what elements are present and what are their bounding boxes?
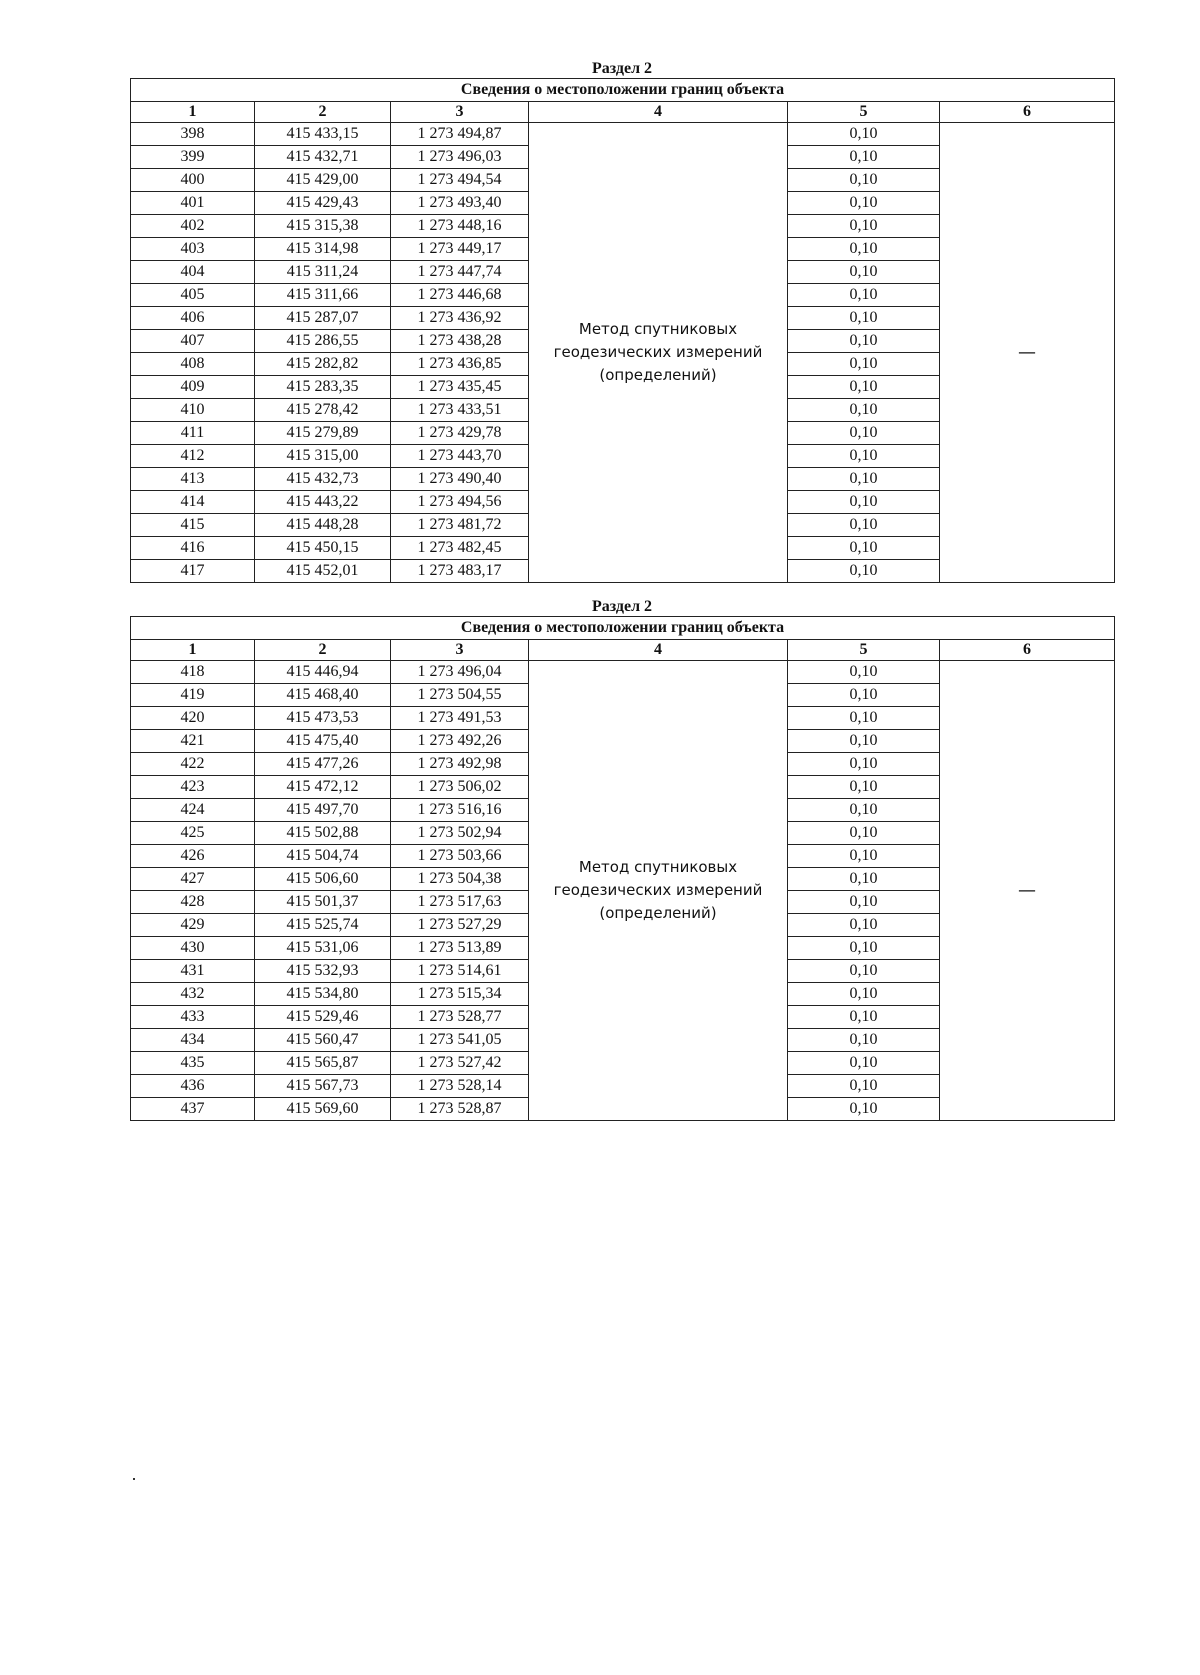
point-number-cell: 423	[131, 776, 255, 799]
point-number-cell: 406	[131, 307, 255, 330]
y-coordinate-cell: 1 273 429,78	[391, 422, 529, 445]
x-coordinate-cell: 415 525,74	[255, 914, 391, 937]
y-coordinate-cell: 1 273 527,29	[391, 914, 529, 937]
accuracy-cell: 0,10	[788, 376, 940, 399]
point-number-cell: 407	[131, 330, 255, 353]
accuracy-cell: 0,10	[788, 1006, 940, 1029]
x-coordinate-cell: 415 473,53	[255, 707, 391, 730]
x-coordinate-cell: 415 433,15	[255, 123, 391, 146]
method-cell	[529, 661, 788, 1121]
point-number-cell: 419	[131, 684, 255, 707]
point-number-cell: 434	[131, 1029, 255, 1052]
accuracy-cell: 0,10	[788, 730, 940, 753]
table-row	[131, 661, 1115, 684]
x-coordinate-cell: 415 314,98	[255, 238, 391, 261]
point-number-cell: 431	[131, 960, 255, 983]
method-line: Метод спутниковых	[578, 858, 738, 876]
method-line: (определений)	[599, 904, 717, 922]
accuracy-cell: 0,10	[788, 845, 940, 868]
y-coordinate-cell: 1 273 433,51	[391, 399, 529, 422]
method-cell	[529, 123, 788, 583]
x-coordinate-cell: 415 315,00	[255, 445, 391, 468]
accuracy-cell: 0,10	[788, 169, 940, 192]
point-number-cell: 428	[131, 891, 255, 914]
accuracy-cell: 0,10	[788, 868, 940, 891]
y-coordinate-cell: 1 273 447,74	[391, 261, 529, 284]
y-coordinate-cell: 1 273 436,92	[391, 307, 529, 330]
y-coordinate-cell: 1 273 494,87	[391, 123, 529, 146]
point-number-cell: 403	[131, 238, 255, 261]
accuracy-cell: 0,10	[788, 330, 940, 353]
point-number-cell: 413	[131, 468, 255, 491]
point-number-cell: 429	[131, 914, 255, 937]
point-number-cell: 414	[131, 491, 255, 514]
accuracy-cell: 0,10	[788, 822, 940, 845]
point-number-cell: 400	[131, 169, 255, 192]
y-coordinate-cell: 1 273 490,40	[391, 468, 529, 491]
y-coordinate-cell: 1 273 506,02	[391, 776, 529, 799]
scan-speck	[133, 1478, 135, 1480]
y-coordinate-cell: 1 273 517,63	[391, 891, 529, 914]
y-coordinate-cell: 1 273 514,61	[391, 960, 529, 983]
y-coordinate-cell: 1 273 435,45	[391, 376, 529, 399]
x-coordinate-cell: 415 432,71	[255, 146, 391, 169]
coordinates-table	[130, 616, 1115, 1121]
point-number-cell: 412	[131, 445, 255, 468]
accuracy-cell: 0,10	[788, 776, 940, 799]
column-header: 4	[529, 640, 788, 661]
point-number-cell: 410	[131, 399, 255, 422]
y-coordinate-cell: 1 273 448,16	[391, 215, 529, 238]
y-coordinate-cell: 1 273 513,89	[391, 937, 529, 960]
method-line: Метод спутниковых	[578, 320, 738, 338]
point-number-cell: 420	[131, 707, 255, 730]
x-coordinate-cell: 415 472,12	[255, 776, 391, 799]
y-coordinate-cell: 1 273 438,28	[391, 330, 529, 353]
column-6-cell: —	[940, 123, 1115, 583]
point-number-cell: 437	[131, 1098, 255, 1121]
accuracy-cell: 0,10	[788, 537, 940, 560]
accuracy-cell: 0,10	[788, 284, 940, 307]
y-coordinate-cell: 1 273 481,72	[391, 514, 529, 537]
accuracy-cell: 0,10	[788, 261, 940, 284]
accuracy-cell: 0,10	[788, 215, 940, 238]
accuracy-cell: 0,10	[788, 514, 940, 537]
x-coordinate-cell: 415 529,46	[255, 1006, 391, 1029]
column-header: 1	[131, 102, 255, 123]
point-number-cell: 436	[131, 1075, 255, 1098]
accuracy-cell: 0,10	[788, 753, 940, 776]
section-2	[130, 598, 1114, 1121]
x-coordinate-cell: 415 452,01	[255, 560, 391, 583]
point-number-cell: 417	[131, 560, 255, 583]
point-number-cell: 398	[131, 123, 255, 146]
point-number-cell: 424	[131, 799, 255, 822]
point-number-cell: 422	[131, 753, 255, 776]
y-coordinate-cell: 1 273 492,98	[391, 753, 529, 776]
point-number-cell: 433	[131, 1006, 255, 1029]
method-line: геодезических измерений	[553, 881, 763, 899]
point-number-cell: 418	[131, 661, 255, 684]
x-coordinate-cell: 415 429,00	[255, 169, 391, 192]
y-coordinate-cell: 1 273 483,17	[391, 560, 529, 583]
y-coordinate-cell: 1 273 492,26	[391, 730, 529, 753]
point-number-cell: 401	[131, 192, 255, 215]
column-header: 2	[255, 102, 391, 123]
x-coordinate-cell: 415 531,06	[255, 937, 391, 960]
column-header: 1	[131, 640, 255, 661]
point-number-cell: 432	[131, 983, 255, 1006]
point-number-cell: 405	[131, 284, 255, 307]
coordinates-table	[130, 78, 1115, 583]
column-6-cell: —	[940, 661, 1115, 1121]
y-coordinate-cell: 1 273 515,34	[391, 983, 529, 1006]
accuracy-cell: 0,10	[788, 422, 940, 445]
y-coordinate-cell: 1 273 496,03	[391, 146, 529, 169]
accuracy-cell: 0,10	[788, 560, 940, 583]
x-coordinate-cell: 415 475,40	[255, 730, 391, 753]
point-number-cell: 427	[131, 868, 255, 891]
section-title: Раздел 2	[591, 598, 653, 615]
accuracy-cell: 0,10	[788, 491, 940, 514]
x-coordinate-cell: 415 315,38	[255, 215, 391, 238]
y-coordinate-cell: 1 273 528,14	[391, 1075, 529, 1098]
accuracy-cell: 0,10	[788, 238, 940, 261]
y-coordinate-cell: 1 273 436,85	[391, 353, 529, 376]
x-coordinate-cell: 415 283,35	[255, 376, 391, 399]
table-caption: Сведения о местоположении границ объекта	[131, 617, 1115, 640]
x-coordinate-cell: 415 532,93	[255, 960, 391, 983]
point-number-cell: 435	[131, 1052, 255, 1075]
x-coordinate-cell: 415 450,15	[255, 537, 391, 560]
accuracy-cell: 0,10	[788, 399, 940, 422]
y-coordinate-cell: 1 273 541,05	[391, 1029, 529, 1052]
accuracy-cell: 0,10	[788, 192, 940, 215]
column-header: 6	[940, 640, 1115, 661]
x-coordinate-cell: 415 567,73	[255, 1075, 391, 1098]
x-coordinate-cell: 415 534,80	[255, 983, 391, 1006]
accuracy-cell: 0,10	[788, 707, 940, 730]
y-coordinate-cell: 1 273 443,70	[391, 445, 529, 468]
column-header: 3	[391, 102, 529, 123]
column-header: 2	[255, 640, 391, 661]
y-coordinate-cell: 1 273 516,16	[391, 799, 529, 822]
column-header: 4	[529, 102, 788, 123]
column-header: 6	[940, 102, 1115, 123]
x-coordinate-cell: 415 497,70	[255, 799, 391, 822]
x-coordinate-cell: 415 468,40	[255, 684, 391, 707]
y-coordinate-cell: 1 273 527,42	[391, 1052, 529, 1075]
x-coordinate-cell: 415 569,60	[255, 1098, 391, 1121]
section-title: Раздел 2	[591, 60, 653, 77]
method-line: (определений)	[599, 366, 717, 384]
accuracy-cell: 0,10	[788, 445, 940, 468]
x-coordinate-cell: 415 311,24	[255, 261, 391, 284]
x-coordinate-cell: 415 502,88	[255, 822, 391, 845]
column-header: 3	[391, 640, 529, 661]
y-coordinate-cell: 1 273 446,68	[391, 284, 529, 307]
accuracy-cell: 0,10	[788, 146, 940, 169]
x-coordinate-cell: 415 446,94	[255, 661, 391, 684]
accuracy-cell: 0,10	[788, 799, 940, 822]
point-number-cell: 415	[131, 514, 255, 537]
y-coordinate-cell: 1 273 496,04	[391, 661, 529, 684]
accuracy-cell: 0,10	[788, 353, 940, 376]
point-number-cell: 404	[131, 261, 255, 284]
x-coordinate-cell: 415 286,55	[255, 330, 391, 353]
accuracy-cell: 0,10	[788, 468, 940, 491]
x-coordinate-cell: 415 448,28	[255, 514, 391, 537]
point-number-cell: 408	[131, 353, 255, 376]
table-body	[131, 123, 1115, 583]
x-coordinate-cell: 415 506,60	[255, 868, 391, 891]
x-coordinate-cell: 415 311,66	[255, 284, 391, 307]
y-coordinate-cell: 1 273 494,54	[391, 169, 529, 192]
point-number-cell: 425	[131, 822, 255, 845]
point-number-cell: 426	[131, 845, 255, 868]
x-coordinate-cell: 415 560,47	[255, 1029, 391, 1052]
x-coordinate-cell: 415 282,82	[255, 353, 391, 376]
table-body	[131, 661, 1115, 1121]
y-coordinate-cell: 1 273 493,40	[391, 192, 529, 215]
section-1	[130, 60, 1114, 583]
x-coordinate-cell: 415 432,73	[255, 468, 391, 491]
accuracy-cell: 0,10	[788, 891, 940, 914]
point-number-cell: 416	[131, 537, 255, 560]
accuracy-cell: 0,10	[788, 1052, 940, 1075]
accuracy-cell: 0,10	[788, 1029, 940, 1052]
table-row	[131, 123, 1115, 146]
table-caption: Сведения о местоположении границ объекта	[131, 79, 1115, 102]
method-line: геодезических измерений	[553, 343, 763, 361]
x-coordinate-cell: 415 504,74	[255, 845, 391, 868]
y-coordinate-cell: 1 273 503,66	[391, 845, 529, 868]
point-number-cell: 421	[131, 730, 255, 753]
point-number-cell: 409	[131, 376, 255, 399]
x-coordinate-cell: 415 477,26	[255, 753, 391, 776]
y-coordinate-cell: 1 273 494,56	[391, 491, 529, 514]
accuracy-cell: 0,10	[788, 1098, 940, 1121]
point-number-cell: 411	[131, 422, 255, 445]
accuracy-cell: 0,10	[788, 937, 940, 960]
point-number-cell: 402	[131, 215, 255, 238]
y-coordinate-cell: 1 273 504,55	[391, 684, 529, 707]
y-coordinate-cell: 1 273 528,87	[391, 1098, 529, 1121]
x-coordinate-cell: 415 279,89	[255, 422, 391, 445]
accuracy-cell: 0,10	[788, 123, 940, 146]
y-coordinate-cell: 1 273 502,94	[391, 822, 529, 845]
accuracy-cell: 0,10	[788, 307, 940, 330]
x-coordinate-cell: 415 429,43	[255, 192, 391, 215]
accuracy-cell: 0,10	[788, 1075, 940, 1098]
point-number-cell: 430	[131, 937, 255, 960]
x-coordinate-cell: 415 278,42	[255, 399, 391, 422]
y-coordinate-cell: 1 273 482,45	[391, 537, 529, 560]
point-number-cell: 399	[131, 146, 255, 169]
y-coordinate-cell: 1 273 491,53	[391, 707, 529, 730]
accuracy-cell: 0,10	[788, 960, 940, 983]
column-header: 5	[788, 102, 940, 123]
accuracy-cell: 0,10	[788, 983, 940, 1006]
y-coordinate-cell: 1 273 504,38	[391, 868, 529, 891]
y-coordinate-cell: 1 273 528,77	[391, 1006, 529, 1029]
accuracy-cell: 0,10	[788, 684, 940, 707]
accuracy-cell: 0,10	[788, 661, 940, 684]
x-coordinate-cell: 415 501,37	[255, 891, 391, 914]
x-coordinate-cell: 415 565,87	[255, 1052, 391, 1075]
accuracy-cell: 0,10	[788, 914, 940, 937]
x-coordinate-cell: 415 287,07	[255, 307, 391, 330]
column-header: 5	[788, 640, 940, 661]
y-coordinate-cell: 1 273 449,17	[391, 238, 529, 261]
x-coordinate-cell: 415 443,22	[255, 491, 391, 514]
